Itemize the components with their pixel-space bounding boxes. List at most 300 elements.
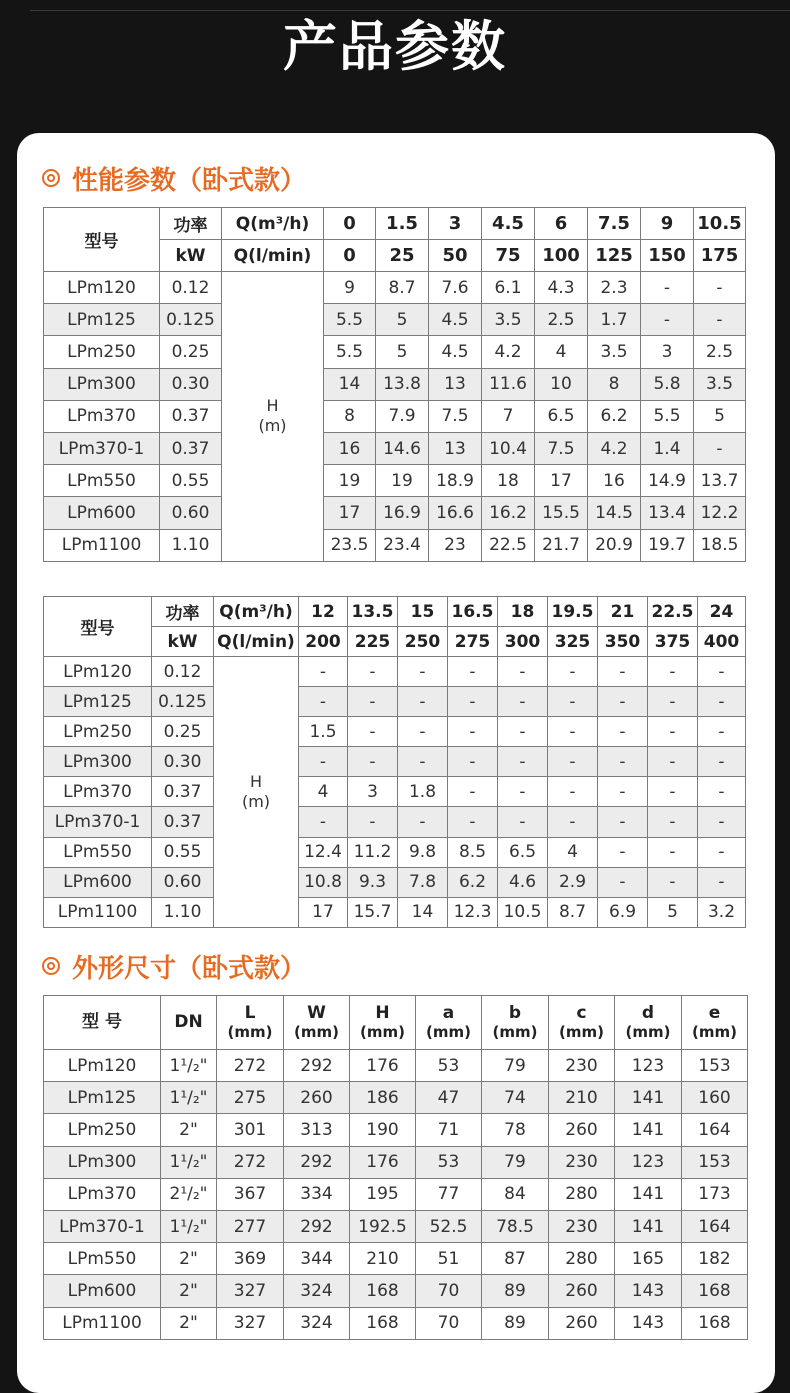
dims-header-unit: (mm)	[692, 1022, 737, 1041]
head-value: 13	[429, 368, 482, 400]
power-cell: 0.30	[152, 747, 214, 777]
model-cell: LPm1100	[44, 529, 160, 561]
head-value: 9.8	[398, 837, 448, 867]
head-value: -	[598, 807, 648, 837]
dims-value: 1¹/₂"	[161, 1050, 217, 1082]
head-value: 18.9	[429, 465, 482, 497]
flow-m3h-value: 10.5	[694, 208, 746, 240]
model-cell: LPm550	[44, 1243, 161, 1275]
head-value: 19	[376, 465, 429, 497]
head-value: 7.5	[535, 432, 588, 464]
flow-m3h-value: 18	[498, 597, 548, 627]
performance-table-1	[43, 207, 746, 562]
dims-value: 52.5	[416, 1210, 482, 1242]
head-label: H	[266, 396, 279, 416]
table-row	[44, 1178, 748, 1210]
head-value: -	[698, 657, 746, 687]
head-value: 15.7	[348, 897, 398, 927]
dims-header-name: L	[244, 1002, 256, 1023]
head-value: -	[448, 657, 498, 687]
head-value: 8.7	[548, 897, 598, 927]
head-unit: (m)	[258, 416, 287, 436]
table-row	[44, 747, 746, 777]
target-icon	[42, 957, 60, 975]
head-label: H	[249, 771, 263, 791]
table-row	[44, 837, 746, 867]
model-cell: LPm120	[44, 272, 160, 304]
table-row	[44, 1243, 748, 1275]
power-cell: 0.37	[160, 432, 222, 464]
head-value: 19	[324, 465, 376, 497]
flow-lmin-value: 150	[641, 240, 694, 272]
head-value: -	[299, 687, 348, 717]
flow-m3h-value: 21	[598, 597, 648, 627]
dims-header-name: d	[641, 1002, 655, 1023]
table-row	[44, 717, 746, 747]
head-value: -	[498, 807, 548, 837]
dims-header-unit: (mm)	[360, 1022, 405, 1041]
power-header: 功率	[152, 597, 214, 627]
table-row	[44, 529, 746, 561]
head-value: -	[694, 304, 746, 336]
head-value: 3.2	[698, 897, 746, 927]
head-value: -	[398, 747, 448, 777]
table-row	[44, 432, 746, 464]
power-cell: 0.37	[152, 777, 214, 807]
dims-value: 47	[416, 1082, 482, 1114]
power-header: 功率	[160, 208, 222, 240]
table-row	[44, 1275, 748, 1307]
head-value: -	[498, 777, 548, 807]
table-row	[44, 497, 746, 529]
head-value: -	[598, 717, 648, 747]
flow-lmin-value: 75	[482, 240, 535, 272]
table-row	[44, 1050, 748, 1082]
dims-value: 230	[549, 1146, 615, 1178]
table-row	[44, 465, 746, 497]
perf-section-title: 性能参数（卧式款）	[72, 165, 307, 196]
model-cell: LPm550	[44, 837, 152, 867]
head-value: 6.5	[498, 837, 548, 867]
dims-header-unit: (mm)	[559, 1022, 604, 1041]
power-cell: 0.125	[152, 687, 214, 717]
head-value: 12.4	[299, 837, 348, 867]
head-label-cell	[214, 657, 299, 928]
head-value: 7.6	[429, 272, 482, 304]
head-value: 19.7	[641, 529, 694, 561]
dims-value: 77	[416, 1178, 482, 1210]
flow-lmin-value: 275	[448, 627, 498, 657]
head-value: -	[398, 657, 448, 687]
head-value: -	[548, 687, 598, 717]
head-value: 2.5	[535, 304, 588, 336]
dims-value: 2"	[161, 1275, 217, 1307]
head-value: 2.3	[588, 272, 641, 304]
head-value: -	[548, 747, 598, 777]
head-value: 9.3	[348, 867, 398, 897]
head-value: 5.8	[641, 368, 694, 400]
head-value: -	[299, 747, 348, 777]
head-value: 7	[482, 400, 535, 432]
head-value: 15.5	[535, 497, 588, 529]
head-value: 2.5	[694, 336, 746, 368]
head-value: -	[598, 687, 648, 717]
table-row	[44, 1146, 748, 1178]
table-row	[44, 687, 746, 717]
head-value: 6.1	[482, 272, 535, 304]
power-cell: 0.125	[160, 304, 222, 336]
dims-value: 367	[217, 1178, 284, 1210]
head-value: 14	[398, 897, 448, 927]
dims-value: 334	[284, 1178, 350, 1210]
dims-header	[615, 996, 682, 1050]
head-value: -	[694, 272, 746, 304]
power-cell: 0.37	[160, 400, 222, 432]
power-cell: 0.12	[160, 272, 222, 304]
dims-header-name: a	[442, 1002, 455, 1023]
dims-value: 143	[615, 1307, 682, 1339]
header-row	[44, 996, 748, 1050]
dims-value: 89	[482, 1307, 549, 1339]
model-cell: LPm120	[44, 657, 152, 687]
head-value: -	[448, 777, 498, 807]
head-value: 20.9	[588, 529, 641, 561]
head-value: 5.5	[641, 400, 694, 432]
dims-value: 165	[615, 1243, 682, 1275]
flow-lmin-value: 350	[598, 627, 648, 657]
head-value: 12.2	[694, 497, 746, 529]
head-value: 6.9	[598, 897, 648, 927]
head-value: -	[598, 837, 648, 867]
head-value: -	[548, 807, 598, 837]
dims-value: 260	[284, 1082, 350, 1114]
flow-lmin-value: 325	[548, 627, 598, 657]
head-value: 5.5	[324, 304, 376, 336]
dims-value: 292	[284, 1050, 350, 1082]
flow-m3h-value: 16.5	[448, 597, 498, 627]
head-value: 7.8	[398, 867, 448, 897]
dims-value: 301	[217, 1114, 284, 1146]
model-cell: LPm600	[44, 497, 160, 529]
dims-value: 344	[284, 1243, 350, 1275]
head-value: 6.2	[448, 867, 498, 897]
dims-header	[217, 996, 284, 1050]
head-value: 4.2	[482, 336, 535, 368]
dims-value: 141	[615, 1082, 682, 1114]
dims-value: 182	[682, 1243, 748, 1275]
head-value: -	[448, 687, 498, 717]
head-value: 4	[548, 837, 598, 867]
dims-value: 280	[549, 1243, 615, 1275]
head-value: -	[348, 687, 398, 717]
power-cell: 0.55	[152, 837, 214, 867]
dims-value: 141	[615, 1210, 682, 1242]
header-row	[44, 597, 746, 627]
model-cell: LPm250	[44, 1114, 161, 1146]
head-value: 8.5	[448, 837, 498, 867]
dims-value: 176	[350, 1050, 416, 1082]
head-value: -	[598, 867, 648, 897]
dims-header-name: e	[708, 1002, 721, 1023]
flow-m3h-value: 24	[698, 597, 746, 627]
dims-value: 173	[682, 1178, 748, 1210]
model-cell: LPm300	[44, 747, 152, 777]
dims-value: 143	[615, 1275, 682, 1307]
dims-value: 272	[217, 1050, 284, 1082]
head-value: -	[448, 747, 498, 777]
head-value: -	[648, 747, 698, 777]
head-value: 10.8	[299, 867, 348, 897]
top-divider	[30, 10, 790, 11]
head-value: 11.2	[348, 837, 398, 867]
power-cell: 1.10	[152, 897, 214, 927]
dims-value: 272	[217, 1146, 284, 1178]
dims-header	[549, 996, 615, 1050]
dims-value: 53	[416, 1050, 482, 1082]
flow-lmin-header: Q(l/min)	[214, 627, 299, 657]
head-value: 10.4	[482, 432, 535, 464]
dims-value: 160	[682, 1082, 748, 1114]
head-value: 10.5	[498, 897, 548, 927]
head-value: -	[348, 747, 398, 777]
model-cell: LPm125	[44, 687, 152, 717]
head-value: -	[548, 777, 598, 807]
head-value: 1.5	[299, 717, 348, 747]
dims-value: 292	[284, 1146, 350, 1178]
dims-value: 2¹/₂"	[161, 1178, 217, 1210]
power-cell: 0.25	[152, 717, 214, 747]
head-value: 23	[429, 529, 482, 561]
flow-m3h-value: 3	[429, 208, 482, 240]
head-value: -	[498, 657, 548, 687]
dims-header	[682, 996, 748, 1050]
dims-value: 168	[350, 1275, 416, 1307]
dims-value: 327	[217, 1307, 284, 1339]
head-value: 9	[324, 272, 376, 304]
flow-lmin-value: 0	[324, 240, 376, 272]
dims-value: 79	[482, 1050, 549, 1082]
flow-m3h-value: 7.5	[588, 208, 641, 240]
flow-lmin-value: 25	[376, 240, 429, 272]
model-cell: LPm370	[44, 400, 160, 432]
dims-value: 230	[549, 1210, 615, 1242]
dimensions-table	[43, 995, 748, 1340]
dims-header	[416, 996, 482, 1050]
head-value: 10	[535, 368, 588, 400]
head-value: 18	[482, 465, 535, 497]
dims-header-unit: (mm)	[426, 1022, 471, 1041]
table-row	[44, 1210, 748, 1242]
head-value: 4.5	[429, 336, 482, 368]
model-header: 型号	[44, 208, 160, 272]
model-cell: LPm120	[44, 1050, 161, 1082]
perf-section-header	[42, 160, 306, 196]
head-value: 5	[376, 304, 429, 336]
table-row	[44, 1307, 748, 1339]
dims-header-unit: (mm)	[492, 1022, 538, 1041]
dims-value: 164	[682, 1210, 748, 1242]
dims-header-name: b	[508, 1002, 522, 1023]
table-row	[44, 807, 746, 837]
head-value: 13.7	[694, 465, 746, 497]
head-value: 14	[324, 368, 376, 400]
power-unit: kW	[152, 627, 214, 657]
flow-m3h-header: Q(m³/h)	[214, 597, 299, 627]
dims-section-header	[42, 948, 306, 984]
table-row	[44, 272, 746, 304]
head-value: -	[598, 657, 648, 687]
dims-header-name: DN	[174, 1012, 203, 1032]
dims-value: 141	[615, 1178, 682, 1210]
head-unit: (m)	[241, 791, 271, 811]
flow-lmin-value: 125	[588, 240, 641, 272]
dims-value: 53	[416, 1146, 482, 1178]
flow-lmin-header: Q(l/min)	[222, 240, 324, 272]
power-cell: 0.55	[160, 465, 222, 497]
dims-value: 168	[682, 1275, 748, 1307]
head-value: 5	[694, 400, 746, 432]
head-value: -	[641, 304, 694, 336]
dims-value: 168	[350, 1307, 416, 1339]
model-cell: LPm300	[44, 368, 160, 400]
dims-value: 2"	[161, 1114, 217, 1146]
dims-value: 186	[350, 1082, 416, 1114]
target-icon	[42, 169, 60, 187]
head-value: -	[348, 807, 398, 837]
dims-value: 292	[284, 1210, 350, 1242]
dims-value: 153	[682, 1050, 748, 1082]
dims-value: 1¹/₂"	[161, 1082, 217, 1114]
flow-lmin-value: 250	[398, 627, 448, 657]
dims-header	[161, 996, 217, 1050]
dims-value: 164	[682, 1114, 748, 1146]
dims-value: 141	[615, 1114, 682, 1146]
dims-value: 1¹/₂"	[161, 1146, 217, 1178]
dims-value: 176	[350, 1146, 416, 1178]
head-label-cell	[222, 272, 324, 562]
dims-value: 260	[549, 1275, 615, 1307]
head-value: -	[498, 747, 548, 777]
flow-lmin-value: 400	[698, 627, 746, 657]
model-cell: LPm370	[44, 777, 152, 807]
head-value: 4	[299, 777, 348, 807]
head-value: 13	[429, 432, 482, 464]
model-cell: LPm300	[44, 1146, 161, 1178]
head-value: 5.5	[324, 336, 376, 368]
head-value: -	[548, 657, 598, 687]
dims-header-unit: (mm)	[294, 1022, 339, 1041]
head-value: -	[348, 657, 398, 687]
flow-lmin-value: 300	[498, 627, 548, 657]
head-value: -	[448, 807, 498, 837]
flow-m3h-value: 15	[398, 597, 448, 627]
head-value: 1.8	[398, 777, 448, 807]
dims-value: 230	[549, 1050, 615, 1082]
head-value: 3.5	[694, 368, 746, 400]
head-value: -	[398, 687, 448, 717]
head-value: 7.9	[376, 400, 429, 432]
head-value: 12.3	[448, 897, 498, 927]
table-row	[44, 657, 746, 687]
dims-value: 280	[549, 1178, 615, 1210]
power-cell: 1.10	[160, 529, 222, 561]
table-row	[44, 777, 746, 807]
head-value: -	[641, 272, 694, 304]
flow-m3h-value: 13.5	[348, 597, 398, 627]
dims-value: 192.5	[350, 1210, 416, 1242]
head-value: 17	[299, 897, 348, 927]
dims-header-unit: (mm)	[625, 1022, 671, 1041]
head-value: 14.5	[588, 497, 641, 529]
flow-lmin-value: 100	[535, 240, 588, 272]
dims-value: 190	[350, 1114, 416, 1146]
table-row	[44, 336, 746, 368]
head-value: 4	[535, 336, 588, 368]
head-value: 4.5	[429, 304, 482, 336]
head-value: -	[698, 717, 746, 747]
head-value: 3	[641, 336, 694, 368]
head-value: 17	[535, 465, 588, 497]
model-cell: LPm370-1	[44, 432, 160, 464]
head-value: 8.7	[376, 272, 429, 304]
head-value: -	[598, 777, 648, 807]
flow-lmin-value: 225	[348, 627, 398, 657]
head-value: 8	[324, 400, 376, 432]
head-value: 18.5	[694, 529, 746, 561]
head-value: 23.4	[376, 529, 429, 561]
dims-header	[44, 996, 161, 1050]
dims-header-name: c	[576, 1002, 587, 1023]
head-value: 6.2	[588, 400, 641, 432]
dims-value: 369	[217, 1243, 284, 1275]
power-unit: kW	[160, 240, 222, 272]
dims-header	[284, 996, 350, 1050]
power-cell: 0.12	[152, 657, 214, 687]
power-cell: 0.30	[160, 368, 222, 400]
head-value: 6.5	[535, 400, 588, 432]
head-value: 5	[376, 336, 429, 368]
flow-m3h-value: 4.5	[482, 208, 535, 240]
model-cell: LPm600	[44, 867, 152, 897]
flow-m3h-header: Q(m³/h)	[222, 208, 324, 240]
head-value: 16.2	[482, 497, 535, 529]
dims-value: 2"	[161, 1307, 217, 1339]
dims-value: 78	[482, 1114, 549, 1146]
head-value: -	[448, 717, 498, 747]
flow-lmin-value: 175	[694, 240, 746, 272]
table-row	[44, 368, 746, 400]
dims-value: 195	[350, 1178, 416, 1210]
table-row	[44, 897, 746, 927]
head-value: 4.3	[535, 272, 588, 304]
table-row	[44, 400, 746, 432]
dims-header-name: W	[307, 1002, 326, 1023]
head-value: -	[348, 717, 398, 747]
flow-m3h-value: 0	[324, 208, 376, 240]
head-value: 5	[648, 897, 698, 927]
head-value: -	[648, 837, 698, 867]
dims-value: 210	[350, 1243, 416, 1275]
dims-value: 260	[549, 1114, 615, 1146]
table-row	[44, 304, 746, 336]
model-cell: LPm125	[44, 304, 160, 336]
dims-header-name: H	[375, 1002, 390, 1023]
model-cell: LPm370-1	[44, 807, 152, 837]
model-header: 型号	[44, 597, 152, 657]
flow-lmin-value: 50	[429, 240, 482, 272]
head-value: -	[498, 717, 548, 747]
head-value: 11.6	[482, 368, 535, 400]
